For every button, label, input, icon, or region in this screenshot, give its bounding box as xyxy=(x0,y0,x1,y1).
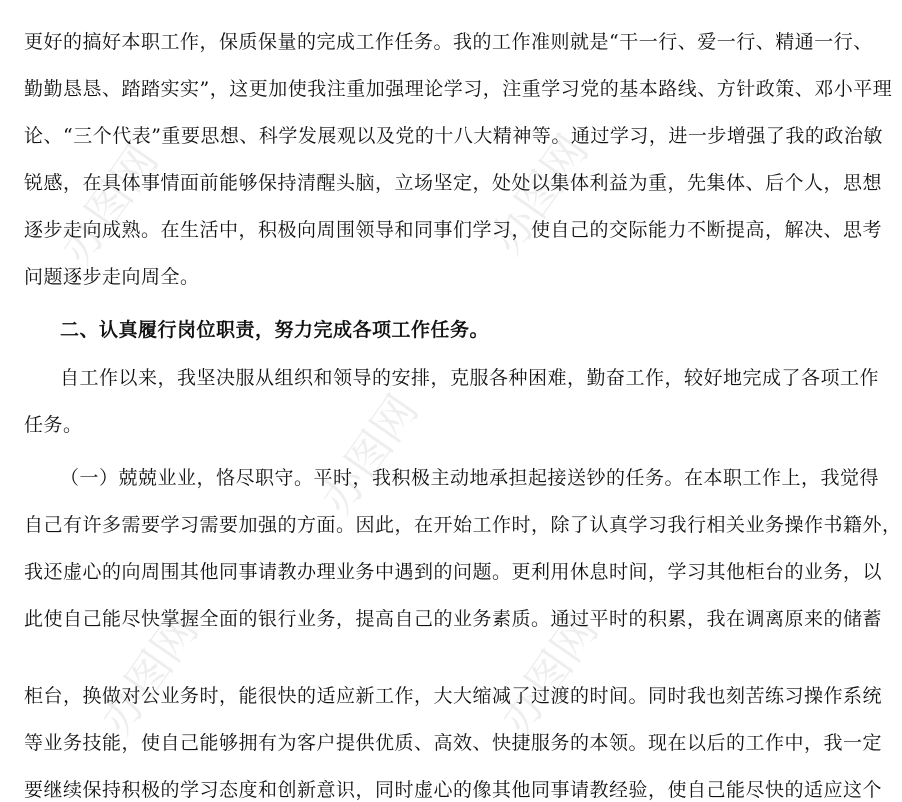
paragraph-line: 论、“三个代表”重要思想、科学发展观以及党的十八大精神等。通过学习，进一步增强了我的政治敏 xyxy=(24,125,883,147)
paragraph-line: 柜台，换做对公业务时，能很快的适应新工作，大大缩减了过渡的时间。同时我也刻苦练习操作系统 xyxy=(24,685,883,707)
paragraph-line: （一）兢兢业业，恪尽职守。平时，我积极主动地承担起接送钞的任务。在本职工作上，我觉得 xyxy=(60,467,880,489)
watermark-text: 办图网 xyxy=(490,605,609,744)
paragraph-line: 要继续保持积极的学习态度和创新意识，同时虚心的像其他同事请教经验，使自己能尽快的适应这个 xyxy=(24,779,883,801)
watermark-text: 办图网 xyxy=(480,125,599,264)
paragraph-line: 此使自己能尽快掌握全面的银行业务，提高自己的业务素质。通过平时的积累，我在调离原来的储蓄 xyxy=(24,608,883,630)
watermark-text: 办图网 xyxy=(90,605,209,744)
watermark-text: 办图网 xyxy=(310,385,429,524)
watermark-text: 办图网 xyxy=(50,135,169,274)
paragraph-line: 我还虚心的向周围其他同事请教办理业务中遇到的问题。更利用休息时间，学习其他柜台的业务，以 xyxy=(24,561,883,583)
paragraph-line: 等业务技能，使自己能够拥有为客户提供优质、高效、快捷服务的本领。现在以后的工作中，我一定 xyxy=(24,732,883,754)
paragraph-line: 自工作以来，我坚决服从组织和领导的安排，克服各种困难，勤奋工作，较好地完成了各项工作 xyxy=(60,367,880,389)
paragraph-line: 自己有许多需要学习需要加强的方面。因此，在开始工作时，除了认真学习我行相关业务操作书籍外， xyxy=(24,514,902,536)
paragraph-line: 任务。 xyxy=(24,414,83,436)
section-heading: 二、认真履行岗位职责，努力完成各项工作任务。 xyxy=(60,319,490,341)
paragraph-line: 勤勤恳恳、踏踏实实”，这更加使我注重加强理论学习，注重学习党的基本路线、方针政策、邓小平理 xyxy=(24,78,893,100)
paragraph-line: 逐步走向成熟。在生活中，积极向周围领导和同事们学习，使自己的交际能力不断提高，解决、思考 xyxy=(24,219,883,241)
paragraph-line: 更好的搞好本职工作，保质保量的完成工作任务。我的工作准则就是“干一行、爱一行、精通一行、 xyxy=(24,31,873,53)
paragraph-line: 锐感，在具体事情面前能够保持清醒头脑，立场坚定，处处以集体利益为重，先集体、后个人，思想 xyxy=(24,172,883,194)
paragraph-line: 问题逐步走向周全。 xyxy=(24,266,200,288)
